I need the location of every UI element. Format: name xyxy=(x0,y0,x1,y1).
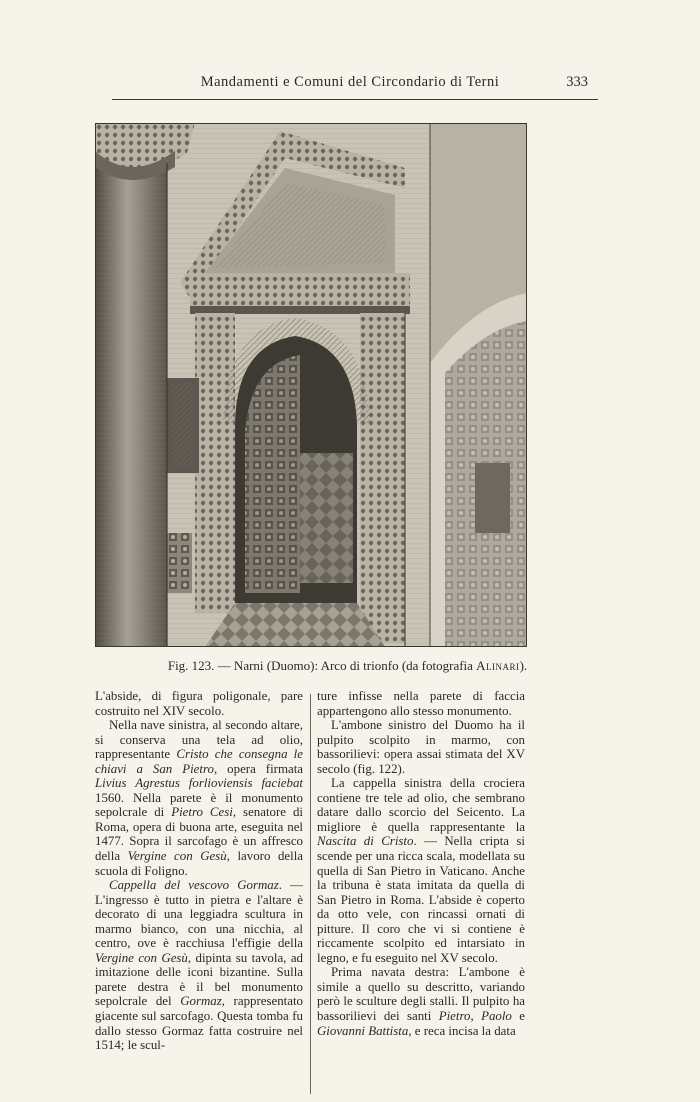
artwork-title: Nascita di Cristo xyxy=(317,834,414,849)
text-run: , dipinta su tavola, ad imitazione delle iconi bizantine. Sulla parete destra è il bel monumento sepolcrale del xyxy=(95,950,303,1009)
column-divider xyxy=(310,694,311,1094)
text-run: Nella nave sinistra, al secondo altare, si conserva una tela ad olio, rappresentante xyxy=(95,718,303,762)
person-name: Giovanni Battista xyxy=(317,1023,409,1038)
caption-end: ). xyxy=(519,658,528,673)
artwork-title: Cristo che consegna le chiavi a San Pietro xyxy=(95,747,303,776)
text-run: . — L'ingresso è tutto in pietra e l'altare è decorato di una leggiadra scultura in marmo bianco, con una nicchia, al centro, ove è racchiusa l'effigie della xyxy=(95,878,303,951)
figure-caption xyxy=(95,658,600,674)
person-name: Paolo xyxy=(481,1009,512,1024)
text-run: Prima navata destra: L'ambone è simile a quello su descritto, variando però le sculture degli stalli. Il pulpito ha bassorilievi dei santi xyxy=(317,965,525,1024)
text-run: , senatore di Roma, opera di buona arte, eseguita nel 1477. Sopra il sarcofago è un affresco della xyxy=(95,805,303,864)
caption-text: Fig. 123. — Narni (Duomo): Arco di trionfo (da fotografia xyxy=(167,658,477,673)
artwork-title: Vergine con Gesù xyxy=(127,849,227,864)
text-column-right xyxy=(317,689,525,1038)
text-run: La cappella sinistra della crociera contiene tre tele ad olio, che sembrano datare dallo scorcio del Seicento. La migliore è quella rappresentante la xyxy=(317,776,525,834)
artwork-title: Vergine con Gesù xyxy=(95,950,188,965)
text-run: . — Nella cripta si scende per una ricca scala, modellata su quella di San Pietro in Vaticano. Anche la tribuna è stata imitata da quella di San Pietro in Roma. L'abside è coperto da otto vele, con rincassi ornati di pitture. Il coro che vi si contiene è riccamente scolpito ed intarsiato in legno, e fu eseguito nel XV secolo. xyxy=(317,834,525,965)
paragraph: L'ambone sinistro del Duomo ha il pulpito scolpito in marmo, con bassorilievi: opera assai stimata del XV secolo (fig. 122). xyxy=(317,718,525,776)
paragraph xyxy=(317,965,525,1038)
text-run: , xyxy=(470,1009,482,1024)
paragraph xyxy=(95,878,303,1053)
paragraph: ture infisse nella parete di faccia appartengono allo stesso monumento. xyxy=(317,689,525,718)
text-run: 1560. Nella parete è il monumento sepolcrale di xyxy=(95,790,303,820)
text-run: , rappresentato giacente sul sarcofago. Questa tomba fu dallo stesso Gormaz fatta costruire nel 1514; le scul- xyxy=(95,994,303,1053)
text-run: , lavoro della scuola di Foligno. xyxy=(95,849,303,878)
running-title: Mandamenti e Comuni del Circondario di Terni xyxy=(200,74,500,90)
signature-text: Livius Agrestus forlioviensis faciebat xyxy=(95,776,303,791)
header-rule xyxy=(112,99,598,100)
text-column-left xyxy=(95,689,303,1053)
text-run: , opera firmata xyxy=(213,761,303,776)
running-header xyxy=(112,74,588,94)
triumphal-arch-illustration xyxy=(95,123,527,647)
paragraph xyxy=(317,776,525,965)
paragraph: L'abside, di figura poligonale, pare costruito nel XIV secolo. xyxy=(95,689,303,718)
caption-photographer: Alinari xyxy=(476,658,520,673)
text-run: , e reca incisa la data xyxy=(408,1023,516,1038)
person-name: Pietro xyxy=(438,1009,471,1024)
figure-engraving xyxy=(95,123,527,647)
person-name: Pietro Cesi xyxy=(171,805,233,820)
person-name: Gormaz xyxy=(180,994,222,1009)
section-heading: Cappella del vescovo Gormaz xyxy=(109,878,279,893)
page-number: 333 xyxy=(566,74,588,90)
paragraph xyxy=(95,718,303,878)
text-run: e xyxy=(511,1009,525,1024)
